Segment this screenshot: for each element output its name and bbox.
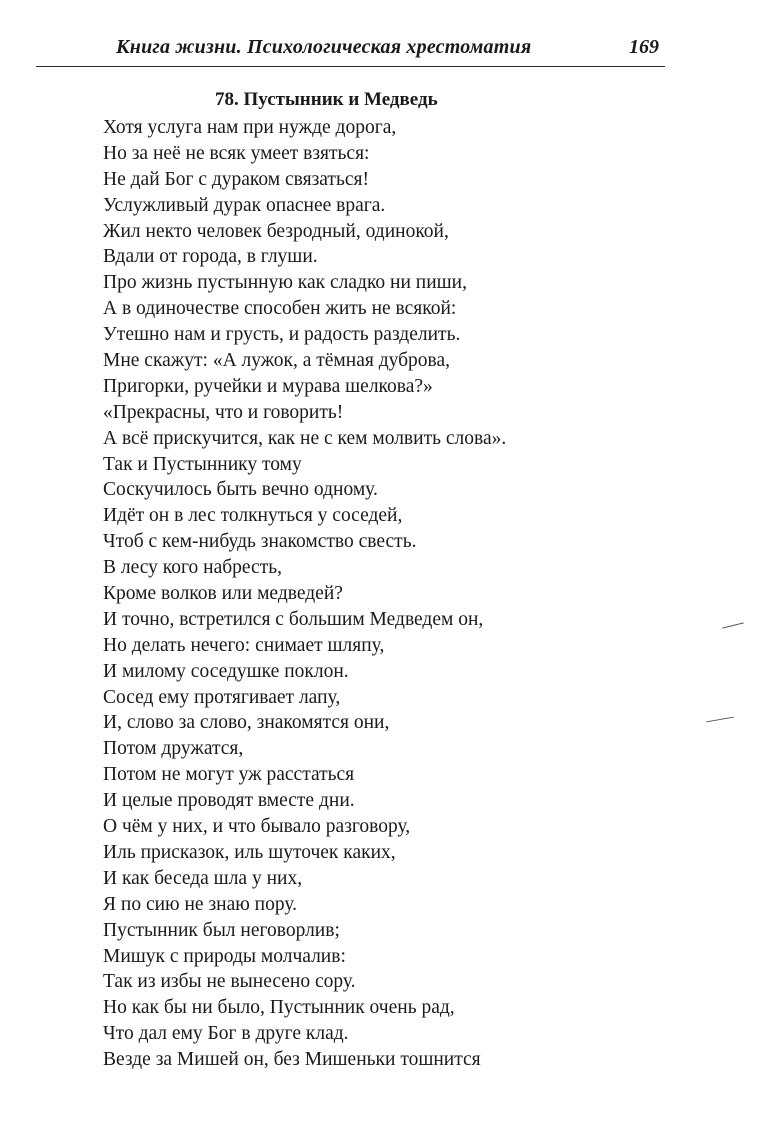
verse-line: Утешно нам и грусть, и радость разделить. <box>103 324 461 346</box>
verse-line: А всё прискучится, как не с кем молвить слова». <box>103 427 507 449</box>
verse-line: Пустынник был неговорлив; <box>103 919 340 941</box>
verse-line: Так и Пустыннику тому <box>103 453 302 475</box>
verse-line: «Прекрасны, что и говорить! <box>103 401 344 423</box>
verse-line: Потом не могут уж расстаться <box>103 764 355 786</box>
verse-line: Кроме волков или медведей? <box>103 583 343 605</box>
verse-line: В лесу кого набресть, <box>103 557 282 579</box>
verse-line: И целые проводят вместе дни. <box>103 790 355 812</box>
poem-title: 78. Пустынник и Медведь <box>215 89 438 110</box>
verse-line: Хотя услуга нам при нужде дорога, <box>103 117 397 138</box>
verse-line: Потом дружатся, <box>103 738 244 760</box>
running-header <box>36 34 665 67</box>
verse-line: Идёт он в лес толкнуться у соседей, <box>103 505 403 527</box>
verse-line: Чтоб с кем-нибудь знакомство свесть. <box>103 531 417 553</box>
verse-line: Услужливый дурак опаснее врага. <box>103 194 386 216</box>
verse-line: Что дал ему Бог в друге клад. <box>103 1023 349 1045</box>
verse-line: И как беседа шла у них, <box>103 867 303 889</box>
verse-line: Но как бы ни было, Пустынник очень рад, <box>103 997 455 1019</box>
verse-line: И точно, встретился с большим Медведем он, <box>103 608 484 630</box>
verse-line: А в одиночестве способен жить не всякой: <box>103 298 457 320</box>
verse-line: Но делать нечего: снимает шляпу, <box>103 634 385 656</box>
verse-line: Жил некто человек безродный, одинокой, <box>103 220 449 242</box>
verse-line: Так из избы не вынесено сору. <box>103 971 356 993</box>
verse-line: Мне скажут: «А лужок, а тёмная дуброва, <box>103 350 451 372</box>
running-title: Книга жизни. Психологическая хрестоматия <box>116 36 532 58</box>
verse-line: О чём у них, и что бывало разговору, <box>103 816 411 838</box>
verse-line: Вдали от города, в глуши. <box>103 246 318 268</box>
verse-line: Про жизнь пустынную как сладко ни пиши, <box>103 272 467 294</box>
verse-line: И милому соседушке поклон. <box>103 660 349 682</box>
verse-line: Соскучилось быть вечно одному. <box>103 479 378 501</box>
verse-line: Везде за Мишей он, без Мишеньки тошнится <box>103 1049 481 1071</box>
verse-line: Я по сию не знаю пору. <box>103 893 298 915</box>
scan-mark <box>706 717 734 723</box>
verse-line: Не дай Бог с дураком связаться! <box>103 168 369 190</box>
verse-line: Иль присказок, иль шуточек каких, <box>103 841 396 863</box>
poem-verses <box>103 115 506 1073</box>
verse-line: Мишук с природы молчалив: <box>103 945 346 967</box>
verse-line: Но за неё не всяк умеет взяться: <box>103 142 370 164</box>
scan-mark <box>722 622 744 628</box>
page-number: 169 <box>629 36 659 58</box>
verse-line: Пригорки, ручейки и мурава шелкова?» <box>103 375 433 397</box>
verse-line: И, слово за слово, знакомятся они, <box>103 712 390 734</box>
verse-line: Сосед ему протягивает лапу, <box>103 686 341 708</box>
